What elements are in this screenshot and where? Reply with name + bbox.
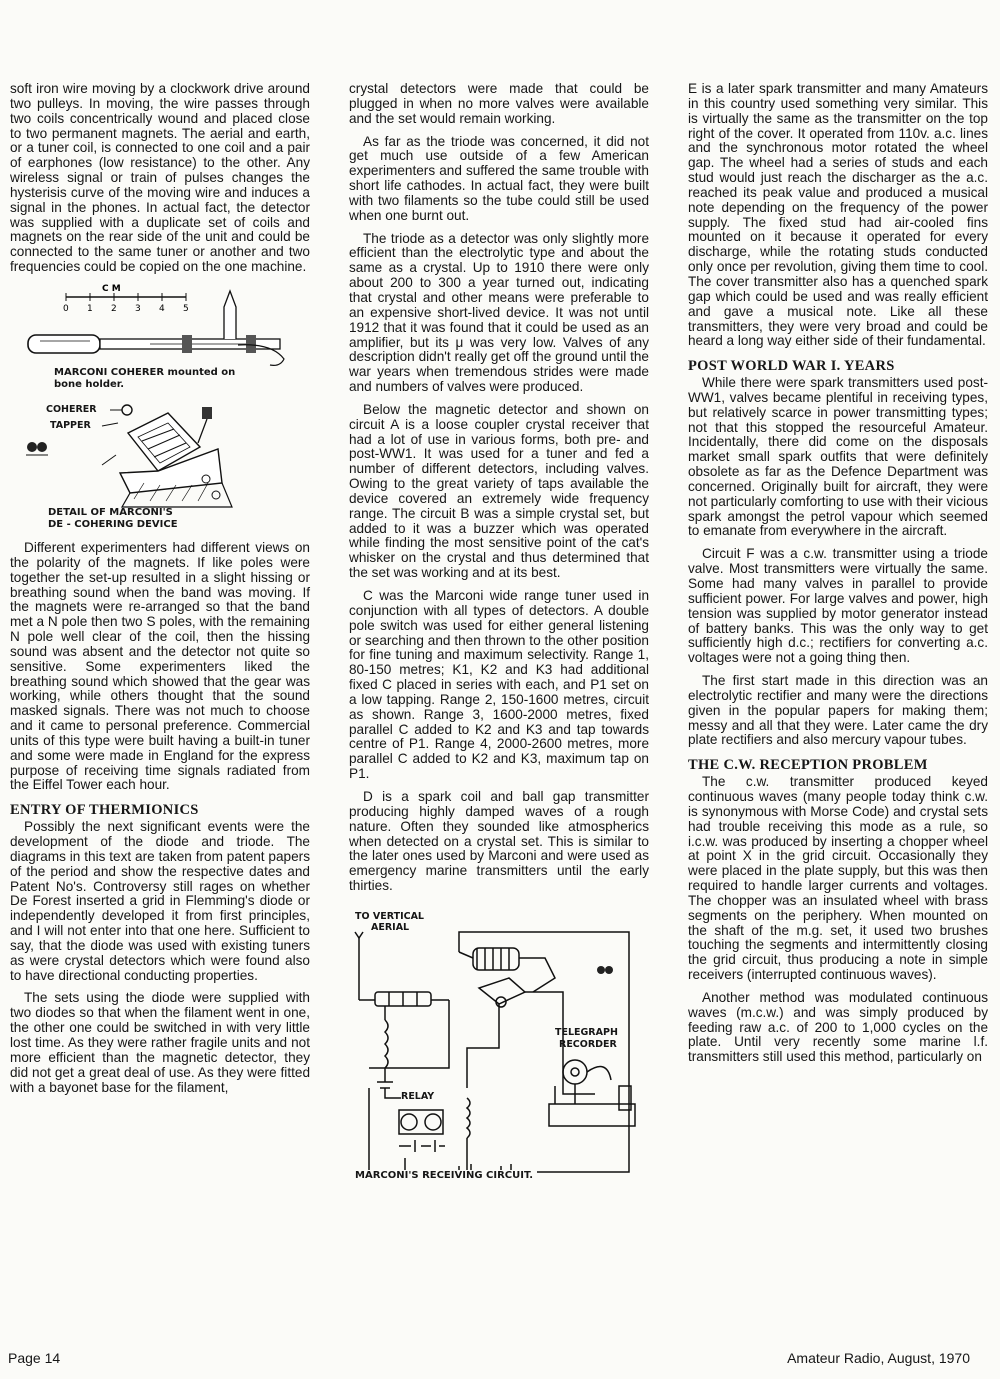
section-heading: THE C.W. RECEPTION PROBLEM — [688, 757, 928, 774]
section-heading: ENTRY OF THERMIONICS — [10, 802, 199, 819]
label-recorder: RECORDER — [559, 1038, 617, 1050]
label-recorder: TELEGRAPH — [555, 1026, 618, 1038]
figure-caption: MARCONI COHERER mounted on — [54, 366, 236, 378]
paragraph: D is a spark coil and ball gap transmitter producing highly damped waves of a rough nature. Often they sounded like atmospherics when detected on a crystal set. This is similar to the later ones used by Marconi and were used as emergency marine transmitters until the early thirties. — [349, 788, 649, 894]
paragraph: The c.w. transmitter produced keyed continuous waves (many people today think c.w. is synonymous with Morse Code) and crystal sets had trouble receiving this mode as a rule, so i.c.w. was produced by inserting a chopper wheel at point X in the grid circuit. Occasionally they were placed in the plate supply, but this was then required to handle larger currents and voltages. The chopper was an insulated wheel with brass segments on the periphery. When mounted on the shaft of the m.g. set, it used two brushes touching the segments and intermittently closing the grid circuit, thus producing a note in simple receivers (interrupted continuous waves). — [688, 774, 988, 983]
label-aerial: TO VERTICAL — [355, 910, 424, 922]
paragraph: The first start made in this direction was an electrolytic rectifier and many were the directions given in the popular papers for making them; messy and all that they were. Later came the dry plate rectifiers and also mercury vapour tubes. — [688, 673, 988, 748]
scale-tick: 2 — [111, 303, 117, 314]
figure-caption: bone holder. — [54, 378, 125, 390]
figure-marconi-coherer — [10, 283, 310, 395]
figure-decohering-device — [10, 403, 310, 530]
paragraph: Another method was modulated continuous waves (m.c.w.) and was simply produced by feeding raw a.c. of 200 to 1,000 cycles on the plate. Until very recently some marine l.f. transmitters still used this method, particularly on — [688, 989, 988, 1065]
paragraph: The triode as a detector was only slightly more efficient than the electrolytic type and about the same as a crystal. Up to 1910 there were only about 200 to 300 a year turned out, indicating that crystal and other means were preferable to an expensive short-lived device. It was not until 1912 that it was found that it could be used as an amplifier, but its μ was very low. Valves of any description didn't really get off the ground until the war years when tremendous strides were made and numbers of valves were produced. — [349, 230, 649, 395]
paragraph: E is a later spark transmitter and many Amateurs in this country used something very similar. This is virtually the same as the transmitter on the top right of the cover. It operated from 110v. a.c. lines and the synchronous motor rotated the wheel gap. The wheel had a series of studs and each stud would just reach the discharger as the a.c. reached its peak value and produced a musical note depending on the frequency of the power supply. The fixed stud had air-cooled fins mounted on it because it operated for every discharge, while the rotating studs conducted only once per revolution, giving them time to cool. The cover transmitter also has a quenched spark gap which could be used and was really efficient and gave a musical note. Like all these transmitters, they were very broad and could be heard a long way either side of their fundamental. — [688, 81, 988, 349]
paragraph: C was the Marconi wide range tuner used in conjunction with all types of detectors. A double pole switch was used for either general listening or searching and then thrown to the other position for fine tuning and maximum selectivity. Range 1, 80-150 metres; K1, K2 and K3 had additional fixed C placed in series with each, and P1 set on a low tapping. Range 2, 150-1600 metres, circuit as shown. Range 3, 1600-2000 metres, fixed parallel C added to K2 and K3 and tap towards centre of P1. Range 4, 2000-2600 metres, more parallel C added to K2 and K3, maximum tap on P1. — [349, 588, 649, 782]
label-relay: RELAY — [401, 1090, 435, 1102]
scale-tick: 3 — [135, 303, 141, 314]
paragraph: Different experimenters had different views on the polarity of the magnets. If like poles were together the set-up resulted in a slight hissing or breathing sound when the band was moving. If the magnets were re-arranged so that the band met a N pole then two S poles, with the remaining N pole well clear of the coil, then the hissing sound was absent and the detector not quite so sensitive. Some experimenters liked the breathing sound which showed that the gear was working, while others thought that the sound masked signals. There was not much to choose and it came to personal preference. Commercial units of this type were built having a built-in tuner and some were made in England for the express purpose of receiving time signals radiated from the Eiffel Tower each hour. — [10, 539, 310, 793]
scale-tick: 1 — [87, 303, 93, 314]
paragraph: Below the magnetic detector and shown on circuit A is a loose coupler crystal receiver that had a lot of use in various forms, both pre- and post-WW1. It was used for a tuner and fed a number of different detectors, including valves. Owing to the great variety of taps available the device covered an extremely wide frequency range. The circuit B was a simple crystal set, but added to it was a buzzer which was operated while finding the most sensitive point of the cat's whisker on the crystal and thus determined that the set was working and at its best. — [349, 401, 649, 581]
label-tapper: TAPPER — [50, 419, 91, 431]
paragraph: Circuit F was a c.w. transmitter using a triode valve. Most transmitters were virtually the same. Some had many valves in parallel to provide sufficient power. For large valves and power, high tension was supplied by motor generator instead of battery banks. This was the only way to get sufficiently high d.c.; rectifiers for converting a.c. voltages were not a going thing then. — [688, 546, 988, 666]
column-3 — [688, 82, 988, 1073]
paragraph: As far as the triode was concerned, it did not get much use outside of a few American experimenters and suffered the same trouble with short life cathodes. In actual fact, they were built with two filaments so the tube could still be used when one burnt out. — [349, 133, 649, 223]
column-2 — [349, 82, 649, 1188]
paragraph: crystal detectors were made that could be plugged in when no more valves were available and the set would remain working. — [349, 81, 649, 126]
figure-caption: MARCONI'S RECEIVING CIRCUIT. — [355, 1170, 537, 1182]
scale-label: C M — [102, 283, 121, 294]
figure-marconi-receiving-circuit — [349, 908, 649, 1180]
paragraph: While there were spark transmitters used post-WW1, valves became plentiful in receiving types, but relatively scarce in power transmitting types; not that this stopped the resourceful Amateur. Incidentally, there did come on the disposals market small spark outfits that were definitely obsolete as far as the Defence Department was concerned. Originally built for aircraft, they were not particularly comforting to use with their vicious spark amongst the petrol vapour which seemed to emanate from everywhere in the aircraft. — [688, 375, 988, 539]
scale-tick: 5 — [183, 303, 189, 314]
scale-tick: 4 — [159, 303, 165, 314]
scale-tick: 0 — [63, 303, 69, 314]
figure-caption: DE - COHERING DEVICE — [48, 518, 178, 530]
figure-caption: DETAIL OF MARCONI'S — [48, 506, 173, 518]
label-aerial: AERIAL — [371, 921, 410, 933]
section-heading: POST WORLD WAR I. YEARS — [688, 358, 895, 375]
column-1 — [10, 82, 310, 1103]
page-number: Page 14 — [8, 1350, 61, 1366]
coherer-drawing — [10, 283, 310, 375]
paragraph: soft iron wire moving by a clockwork drive around two pulleys. In moving, the wire passes through two coils concentrically wound and placed close to two permanent magnets. The aerial and earth, or a tuner coil, is connected to one coil and a pair of earphones (low resistance) to the other. Any wireless signal or train of pulses changes the hysterisis curve of the moving wire and induces a signal in the phones. In actual fact, the detector was supplied with a duplicate set of coils and magnets on the rear side of the unit and could be connected to the same tuner or another and two frequencies could be copied on the one machine. — [10, 81, 310, 275]
paragraph: The sets using the diode were supplied with two diodes so that when the filament went in one, the other one could be switched in with very little lost time. As they were rather fragile units and not more efficient than the magnetic detector, they did not get a great deal of use. As they were fitted with a bayonet base for the filament, — [10, 990, 310, 1095]
label-coherer: COHERER — [46, 403, 97, 415]
publication-info: Amateur Radio, August, 1970 — [787, 1350, 970, 1366]
paragraph: Possibly the next significant events were the development of the diode and triode. The diagrams in this text are taken from patent papers of the period and show the respective dates and Patent No's. Controversy still rages on whether De Forest inserted a grid in Flemming's diode or independently developed it from first principles, and I will not enter into that one here. Sufficient to say, that the diode was used with existing tuners as were crystal detectors which were found also to have directional conducting properties. — [10, 819, 310, 983]
